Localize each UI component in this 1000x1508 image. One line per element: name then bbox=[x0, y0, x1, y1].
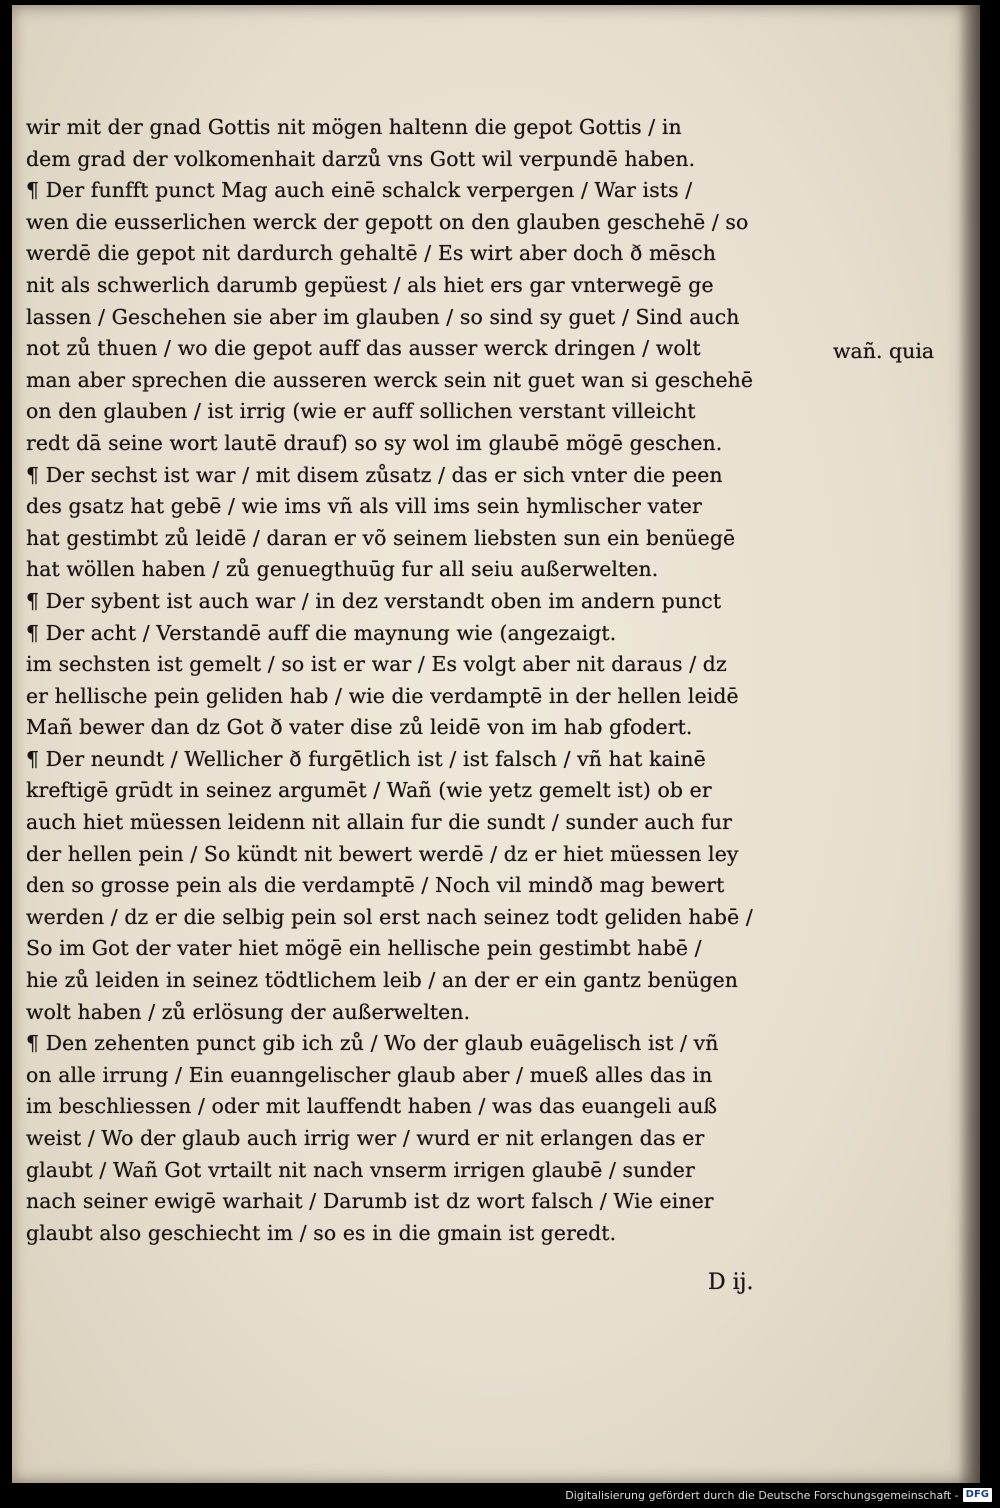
text-line: ¶ Der sechst ist war / mit disem zůsatz / das er sich vnter die peen bbox=[26, 462, 723, 487]
text-line: glaubt / Wañ Got vrtailt nit nach vnserm irrigen glaubē / sunder bbox=[26, 1157, 695, 1182]
text-line: hat gestimbt zů leidē / daran er võ seinem liebsten sun ein benüegē bbox=[26, 525, 736, 550]
text-line: hat wöllen haben / zů genuegthuūg fur all seiu außerwelten. bbox=[26, 557, 659, 582]
text-line: man aber sprechen die ausseren werck sein nit guet wan si geschehē bbox=[26, 367, 754, 392]
text-line: werdē die gepot nit dardurch gehaltē / Es wirt aber doch ð mēsch bbox=[26, 241, 716, 266]
text-line: den so grosse pein als die verdamptē / Noch vil mindð mag bewert bbox=[26, 873, 725, 898]
text-line: ¶ Der neundt / Wellicher ð furgētlich ist / ist falsch / vñ hat kainē bbox=[26, 746, 706, 771]
signature-mark: D ij. bbox=[708, 1270, 754, 1295]
text-line: So im Got der vater hiet mögē ein hellische pein gestimbt habē / bbox=[26, 936, 702, 961]
text-line: auch hiet müessen leidenn nit allain fur die sundt / sunder auch fur bbox=[26, 810, 733, 835]
text-line: dem grad der volkomenhait darzů vns Gott wil verpundē haben. bbox=[26, 146, 696, 171]
text-line: ¶ Der acht / Verstandē auff die maynung wie (angezaigt. bbox=[26, 620, 617, 645]
page-gutter-shadow bbox=[958, 5, 980, 1483]
text-line: weist / Wo der glaub auch irrig wer / wurd er nit erlangen das er bbox=[26, 1126, 705, 1150]
text-line: redt dā seine wort lautē drauf) so sy wol im glaubē mögē geschen. bbox=[26, 430, 723, 455]
margin-note: wañ. quia bbox=[833, 339, 935, 363]
text-line: on alle irrung / Ein euanngelischer glaub aber / mueß alles das in bbox=[26, 1062, 713, 1087]
text-line: Mañ bewer dan dz Got ð vater dise zů leidē von im hab gfodert. bbox=[26, 715, 693, 740]
footer bbox=[565, 1486, 992, 1504]
text-line: glaubt also geschiecht im / so es in die gmain ist geredt. bbox=[26, 1220, 617, 1245]
text-line: im sechsten ist gemelt / so ist er war / Es volgt aber nit daraus / dz bbox=[26, 652, 727, 677]
text-line: wir mit der gnad Gottis nit mögen haltenn die gepot Gottis / in bbox=[26, 115, 682, 139]
text-line: im beschliessen / oder mit lauffendt haben / was das euangeli auß bbox=[26, 1094, 718, 1119]
text-line: nach seiner ewigē warhait / Darumb ist dz wort falsch / Wie einer bbox=[26, 1189, 714, 1214]
text-line: wen die eusserlichen werck der gepott on den glauben geschehē / so bbox=[26, 209, 749, 234]
text-line: werden / dz er die selbig pein sol erst nach seinez todt geliden habē / bbox=[26, 904, 753, 929]
text-line: des gsatz hat gebē / wie ims vñ als vill ims sein hymlischer vater bbox=[26, 494, 702, 519]
text-line: hie zů leiden in seinez tödtlichem leib / an der er ein gantz benügen bbox=[26, 968, 739, 993]
text-line: ¶ Der funfft punct Mag auch einē schalck verpergen / War ists / bbox=[26, 178, 693, 203]
text-line: der hellen pein / So kündt nit bewert werdē / dz er hiet müessen ley bbox=[26, 841, 739, 866]
text-line: ¶ Den zehenten punct gib ich zů / Wo der glaub euāgelisch ist / vñ bbox=[26, 1031, 719, 1056]
text-line: ¶ Der sybent ist auch war / in dez verstandt oben im andern punct bbox=[26, 588, 722, 613]
body-text bbox=[26, 112, 841, 1249]
footer-credit: Digitalisierung gefördert durch die Deutsche Forschungsgemeinschaft - bbox=[565, 1488, 959, 1502]
text-line: er hellische pein geliden hab / wie die verdamptē in der hellen leidē bbox=[26, 683, 739, 708]
text-line: on den glauben / ist irrig (wie er auff sollichen verstant villeicht bbox=[26, 399, 696, 424]
text-line: lassen / Geschehen sie aber im glauben / so sind sy guet / Sind auch bbox=[26, 304, 740, 329]
text-line: not zů thuen / wo die gepot auff das ausser werck dringen / wolt bbox=[26, 336, 701, 361]
dfg-logo: DFG bbox=[963, 1488, 992, 1502]
text-line: kreftigē grūdt in seinez argumēt / Wañ (wie yetz gemelt ist) ob er bbox=[26, 778, 712, 803]
text-line: nit als schwerlich darumb gepüest / als hiet ers gar vnterwegē ge bbox=[26, 272, 714, 297]
text-line: wolt haben / zů erlösung der außerwelten. bbox=[26, 999, 471, 1024]
